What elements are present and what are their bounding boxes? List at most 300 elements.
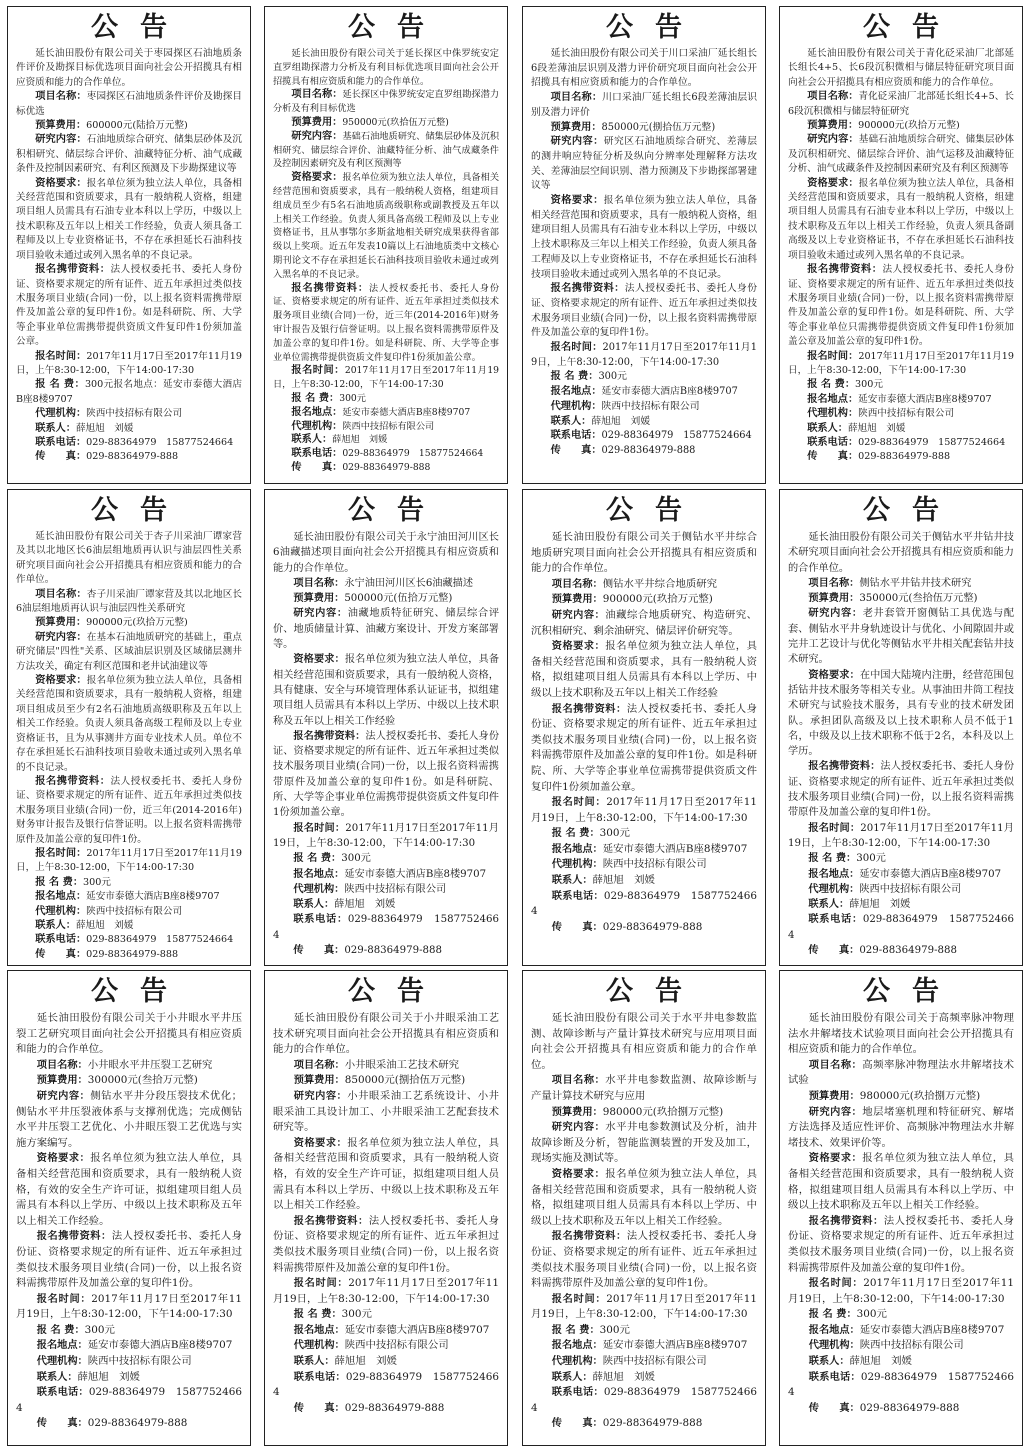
research-content (16, 631, 242, 674)
registration-fee (531, 370, 757, 385)
contact-person (16, 919, 242, 933)
project-name (788, 1058, 1014, 1089)
contact-person-label: 联系人 (550, 415, 582, 427)
contact-phone (531, 889, 757, 920)
registration-fee-value: 300元 (598, 371, 627, 383)
registration-address-value: 延安市泰德大酒店B座8楼9707 (87, 1339, 233, 1352)
qualification-value: 报名单位须为独立法人单位，具备相关经营范围和资质要求，具有一般纳税人资格，组建项目组人员需具有石油专业本科以上学历，中级以上技术职称及三年以上相关工作经验，负责人须具备工程师及以上专业资格证书，不存在承担延长石油科技项目验收未通过或列入黑名单的不良记录。 (531, 195, 758, 280)
notice-intro: 延长油田股份有限公司关于侧钻水平井综合地质研究项目面向社会公开招揽具有相应资质和能力的合作单位。 (531, 531, 757, 575)
budget-sep: ： (334, 593, 345, 605)
registration-fee-label: 报 名 费 (550, 371, 589, 383)
research-content-sep: ： (851, 1106, 863, 1118)
notice-intro: 延长油田股份有限公司关于川口采油厂延长组长6段差薄油层识别及潜力评价研究项目面向社会公开招揽具有相应资质和能力的合作单位。 (531, 48, 757, 89)
research-content (16, 1089, 242, 1151)
contact-person-sep: ： (838, 899, 850, 911)
required-docs-label: 报名携带资料 (808, 1215, 873, 1227)
registration-time-value: 2017年11月17日至2017年11月19日，上午8:30-12:00，下午14:00-17:30 (273, 365, 500, 391)
contact-phone-value: 029-88364979 15877524664 (86, 436, 234, 448)
required-docs (273, 1214, 499, 1276)
fax-label: 传 真 (35, 948, 76, 960)
registration-fee-value: 300元 (339, 392, 366, 404)
required-docs-sep: ： (870, 761, 881, 773)
project-name-sep: ： (594, 1075, 606, 1087)
registration-time-sep: ： (334, 365, 345, 377)
registration-fee-sep: ： (74, 379, 85, 391)
qualification (788, 177, 1014, 263)
budget-sep: ： (75, 120, 87, 132)
registration-fee-sep: ： (329, 392, 340, 404)
budget-value: 900000元(玖拾万元整) (858, 120, 960, 132)
fax-sep: ： (77, 1418, 88, 1430)
fax-value: 029-88364979-888 (602, 1417, 703, 1430)
budget (16, 119, 242, 133)
required-docs-sep: ： (871, 264, 883, 276)
required-docs-sep: ： (357, 282, 369, 294)
registration-time (788, 1276, 1014, 1307)
budget (273, 591, 499, 606)
required-docs (16, 263, 242, 349)
contact-person (531, 415, 757, 430)
registration-time-sep: ： (595, 797, 607, 809)
qualification (273, 1136, 499, 1214)
notice-box (522, 489, 766, 966)
project-name-label: 项目名称 (550, 92, 592, 104)
registration-fee-value: 300元 (341, 1308, 372, 1321)
project-name-value: 小井眼水平井压裂工艺研究 (87, 1058, 213, 1071)
contact-person-value: 薛旭旭 刘媛 (75, 422, 134, 434)
research-content-label: 研究内容 (551, 1122, 595, 1134)
contact-person-sep: ： (321, 434, 333, 446)
budget-sep: ： (849, 1090, 860, 1102)
research-content-label: 研究内容 (808, 608, 852, 620)
research-content-value: 石油地质综合研究、储集层砂体及沉积相研究、储层综合评价、油藏特征分析、油气成藏条件及控制因素研究、有利区预测及下步勘探建议等 (16, 134, 243, 175)
budget-sep: ： (592, 594, 603, 606)
fax-value: 029-88364979-888 (602, 920, 703, 933)
registration-address-label: 报名地点 (551, 1340, 593, 1352)
fax-sep: ： (849, 1402, 860, 1414)
registration-fee (788, 1307, 1014, 1323)
agency-value: 陕西中技招标有限公司 (344, 1339, 449, 1352)
required-docs-value: 法人授权委托书、委托人身份证、资格要求规定的所有证件、近五年承担过类似技术服务项目业绩(合同)一份，近三年(2014-2016年)财务审计报告及银行信誉证明。以上报名资料需携带原件及加盖公章的复印件1份。 (16, 775, 243, 845)
contact-phone (273, 912, 499, 943)
registration-time-value: 2017年11月17日至2017年11月19日，上午8:30-12:00，下午14:00-17:30 (16, 847, 243, 874)
registration-address-sep: ： (847, 393, 859, 405)
registration-address-label: 报名地点 (551, 843, 593, 855)
budget-label: 预算费用 (551, 594, 593, 606)
qualification-value: 报名单位须为独立法人单位，具备相关经营范围和资质要求，具有一般纳税人资格，组建项目组成员至少有2名石油地质高级职称及五年以上相关工作经验。负责人须具备高级工程师及以上专业资格证书，且为从事测井方面专业技术人员。单位不存在承担延长石油科技项目验收未通过或列入黑名单的不良记录。 (16, 675, 243, 773)
required-docs-value: 法人授权委托书、委托人身份证、资格要求规定的所有证件、近五年承担过类似技术服务项目业绩(合同)一份，近三年(2014-2016年)财务审计报告及银行信誉证明。以上报名资料需携带原件及加盖公章的复印件1份。如是科研院、所、大学等企事业单位需携带提供资质文件复印件1份须加盖公章。 (273, 282, 500, 363)
research-content-sep: ： (336, 1090, 348, 1102)
notice-title: 公告 (606, 976, 704, 1007)
required-docs-sep: ： (355, 730, 366, 742)
contact-phone-label: 联系电话 (291, 448, 333, 460)
notice-box (779, 6, 1023, 484)
contact-person (273, 1354, 499, 1370)
qualification (16, 1151, 242, 1229)
agency-sep: ： (332, 420, 343, 432)
registration-fee-sep: ： (589, 1324, 600, 1336)
budget-value: 980000元(玖拾捌万元整) (602, 1105, 724, 1118)
research-content (273, 606, 499, 652)
registration-address-value: 延安市泰德大酒店B座8楼9707 (602, 1339, 748, 1352)
budget-value: 350000元(叁拾伍万元整) (859, 593, 978, 605)
qualification-sep: ： (332, 172, 343, 184)
agency-label: 代理机构 (551, 859, 593, 871)
budget (16, 1073, 242, 1089)
fax-sep: ： (75, 451, 87, 463)
contact-person-sep: ： (323, 899, 335, 911)
qualification-label: 资格要求 (36, 1153, 80, 1165)
contact-person-label: 联系人 (35, 422, 66, 434)
notice-box (522, 6, 766, 484)
agency-value: 陕西中技招标有限公司 (86, 408, 183, 420)
contact-phone-label: 联系电话 (808, 914, 852, 926)
registration-fee-label: 报 名 费 (293, 853, 332, 865)
fax (788, 943, 1014, 958)
registration-time-sep: ： (76, 350, 87, 362)
contact-phone-value: 029-88364979 15877524664 (273, 914, 499, 941)
contact-phone-value: 029-88364979 15877524664 (86, 934, 234, 946)
fax-sep: ： (334, 1402, 345, 1414)
agency-label: 代理机构 (807, 408, 848, 420)
project-name-sep: ： (592, 578, 603, 590)
registration-fee (788, 378, 1014, 392)
qualification-sep: ： (848, 177, 859, 189)
fax-sep: ： (591, 444, 602, 456)
budget (788, 591, 1014, 606)
registration-fee (788, 851, 1014, 866)
project-name-value: 高频率脉冲物理法水井解堵技术试验 (788, 1058, 1015, 1087)
agency-value: 陕西中技招标有限公司 (344, 883, 447, 895)
registration-fee-sep: ： (72, 876, 84, 888)
registration-time-value: 2017年11月17日至2017年11月19日，上午8:30-12:00，下午14:00-17:30 (531, 342, 757, 368)
required-docs (788, 1214, 1014, 1276)
budget (788, 119, 1014, 133)
registration-address-value: 延安市泰德大酒店B座8楼9707 (86, 891, 220, 903)
agency (273, 882, 499, 897)
project-name (273, 88, 499, 116)
research-content-value: 油藏综合地质研究、构造研究、沉积相研究、剩余油研究、储层评价研究等。 (531, 608, 758, 637)
qualification-sep: ： (79, 1153, 91, 1165)
registration-fee-value: 300元 (599, 1323, 630, 1336)
research-content-sep: ： (332, 130, 343, 142)
registration-time (273, 1276, 499, 1307)
registration-time-label: 报名时间 (808, 822, 850, 834)
required-docs-value: 法人授权委托书、委托人身份证、资格要求规定的所有证件、近五年承担过类似技术服务项目业绩(合同)一份，以上报名资料需携带原件及加盖公章的复印件1份。 (531, 1230, 758, 1290)
contact-phone (531, 429, 757, 444)
fax-label: 传 真 (291, 461, 333, 473)
registration-time-value: 2017年11月17日至2017年11月19日，上午8:30-12:00，下午14:00-17:30 (531, 1292, 758, 1321)
fax-value: 029-88364979-888 (858, 451, 951, 463)
agency-sep: ： (75, 905, 87, 917)
notice-intro: 延长油田股份有限公司关于高频率脉冲物理法水井解堵技术试验项目面向社会公开招揽具有相应资质和能力的合作单位。 (788, 1012, 1014, 1056)
registration-address-label: 报名地点 (808, 868, 850, 880)
agency (788, 1338, 1014, 1354)
required-docs-label: 报名携带资料 (36, 1231, 101, 1243)
required-docs-value: 法人授权委托书、委托人身份证、资格要求规定的所有证件、近五年承担过类似技术服务项目业绩(合同)一份，以上报名资料需携带原件及加盖公章的复印件1份。如是科研院、所、大学等企事业单位只需携带提供资质文件复印件1份须加盖公章及加盖公章的复印件1份。 (788, 264, 1015, 348)
contact-person-value: 薛旭旭 刘媛 (77, 1370, 140, 1383)
budget-value: 500000元(伍拾万元整) (344, 593, 453, 605)
registration-address-sep: ： (592, 843, 603, 855)
research-content (273, 130, 499, 171)
agency-sep: ： (847, 408, 859, 420)
registration-time (788, 350, 1014, 379)
research-content-sep: ： (76, 631, 87, 643)
registration-time-value: 2017年11月17日至2017年11月19日，上午8:30-12:00，下午14:00-17:30 (273, 1277, 500, 1305)
agency-label: 代理机构 (293, 883, 335, 895)
qualification (273, 652, 499, 728)
qualification-sep: ： (593, 195, 604, 207)
contact-person-label: 联系人 (808, 899, 839, 911)
contact-phone-label: 联系电话 (550, 430, 592, 442)
contact-phone-label: 联系电话 (36, 1387, 79, 1399)
contact-phone-sep: ： (847, 436, 859, 448)
registration-fee-sep: ： (331, 1309, 342, 1321)
contact-person-sep: ： (324, 1356, 335, 1368)
qualification-label: 资格要求 (293, 654, 335, 666)
registration-address-sep: ： (334, 1324, 345, 1336)
research-content-sep: ： (594, 609, 606, 621)
fax-label: 传 真 (293, 1402, 335, 1414)
registration-address-value: 延安市泰德大酒店B座8楼9707 (342, 406, 471, 418)
registration-time-label: 报名时间 (551, 797, 596, 809)
notice-title: 公告 (91, 495, 189, 526)
agency (531, 400, 757, 415)
qualification-sep: ： (334, 654, 345, 666)
contact-person-value: 薛旭旭 刘媛 (332, 434, 388, 446)
required-docs-label: 报名携带资料 (808, 761, 871, 773)
budget-value: 600000元(陆拾万元整) (86, 120, 188, 132)
research-content-value: 在基本石油地质研究的基础上，重点研究储层"四性"关系、区域油层识别及区域储层测井方法攻关，确定有利区范围和老井试油建议等 (16, 631, 243, 672)
qualification (16, 674, 242, 775)
registration-address (273, 867, 499, 882)
required-docs-sep: ： (99, 264, 111, 276)
research-content-label: 研究内容 (807, 134, 849, 146)
agency-value: 陕西中技招标有限公司 (859, 1339, 964, 1352)
agency-label: 代理机构 (35, 905, 76, 917)
notice-title: 公告 (863, 976, 961, 1007)
registration-time (273, 364, 499, 392)
contact-person-label: 联系人 (551, 875, 583, 887)
contact-person (273, 433, 499, 447)
registration-time-value: 2017年11月17日至2017年11月19日，上午8:30-12:00，下午14:00-17:30 (788, 1277, 1015, 1305)
research-content-label: 研究内容 (293, 608, 337, 620)
contact-phone-label: 联系电话 (551, 890, 594, 902)
registration-time-value: 2017年11月17日至2017年11月19日，上午8:30-12:00，下午14:00-17:30 (788, 822, 1014, 849)
agency (531, 857, 757, 873)
research-content-value: 侧钻水平井分段压裂技术优化；侧钻水平井压裂液体系与支撑剂优选；完成侧钻水平井压裂工艺优化、小井眼压裂工艺优选与实施方案编写。 (16, 1089, 243, 1149)
project-name (16, 1058, 242, 1074)
registration-address (273, 406, 499, 420)
fax (16, 948, 242, 962)
contact-phone-label: 联系电话 (807, 436, 848, 448)
notice-intro: 延长油田股份有限公司关于延长探区中侏罗统安定直罗组勘探潜力分析及有利目标优选项目面向社会公开招揽具有相应资质和能力的合作单位。 (273, 48, 499, 87)
notice-title: 公告 (348, 976, 446, 1007)
contact-person-label: 联系人 (36, 1371, 68, 1383)
contact-phone (273, 447, 499, 461)
registration-time-sep: ： (80, 1293, 92, 1305)
registration-time-value: 2017年11月17日至2017年11月19日，上午8:30-12:00，下午14:00-17:30 (16, 1292, 243, 1321)
project-name-label: 项目名称 (551, 578, 593, 590)
contact-phone (531, 1385, 757, 1416)
budget-label: 预算费用 (551, 1106, 593, 1118)
contact-person (16, 422, 242, 436)
registration-address (531, 385, 757, 400)
registration-fee-value: 300元 (856, 1308, 887, 1321)
contact-phone-label: 联系电话 (35, 934, 76, 946)
contact-person-value: 薛旭旭 刘媛 (591, 415, 651, 427)
registration-address-sep: ： (592, 1340, 603, 1352)
agency (273, 1338, 499, 1354)
agency-value: 陕西中技招标有限公司 (858, 408, 955, 420)
contact-person-value: 薛旭旭 刘媛 (849, 1355, 912, 1368)
required-docs-value: 法人授权委托书、委托人身份证、资格要求规定的所有证件、近五年承担过类似技术服务项目业绩(合同)一份，以上报名资料需携带原件及加盖公章的复印件1份。 (788, 761, 1015, 819)
project-name-value: 杏子川采油厂谭家营及其以北地区长6油层组地质再认识与油层四性关系研究 (16, 588, 243, 615)
registration-address (788, 1323, 1014, 1339)
registration-address-value: 延安市泰德大酒店B座8楼9707 (858, 393, 992, 405)
contact-phone-label: 联系电话 (293, 1371, 336, 1383)
research-content-label: 研究内容 (293, 1090, 337, 1102)
contact-person (16, 1370, 242, 1386)
contact-phone-sep: ： (335, 1371, 346, 1383)
contact-phone-value: 029-88364979 15877524664 (531, 889, 757, 918)
fax-label: 传 真 (551, 921, 593, 933)
project-name (16, 588, 242, 617)
research-content-label: 研究内容 (551, 609, 595, 621)
registration-fee-sep: ： (846, 1309, 857, 1321)
agency-label: 代理机构 (293, 1340, 335, 1352)
registration-time-sep: ： (337, 1278, 349, 1290)
notice-title: 公告 (91, 12, 189, 43)
required-docs-label: 报名携带资料 (35, 264, 100, 276)
registration-fee (273, 1307, 499, 1323)
qualification-value: 报名单位须为独立法人单位，具备相关经营范围和资质要求，具有一般纳税人资格，有效的安全生产许可证，拟组建项目组人员需具有本科以上学历、中级以上技术职称及五年以上相关工作经验。 (273, 1136, 500, 1212)
budget-sep: ： (849, 593, 860, 605)
agency-sep: ： (75, 408, 87, 420)
fax-label: 传 真 (807, 451, 848, 463)
budget (273, 1073, 499, 1089)
registration-address (273, 1323, 499, 1339)
research-content-value: 老井套管开窗侧钻工具优选与配套、侧钻水平井身轨迹设计与优化、小间隙固井或完井工艺设计与优化等侧钻水平井相关配套钻井技术研究。 (788, 608, 1015, 666)
registration-fee-sep: ： (331, 853, 342, 865)
agency-value: 陕西中技招标有限公司 (601, 400, 700, 412)
registration-fee-sep: ： (589, 828, 600, 840)
contact-phone-sep: ： (593, 1387, 604, 1399)
budget-sep: ： (334, 1075, 345, 1087)
registration-address (531, 842, 757, 858)
fax-value: 029-88364979-888 (859, 1401, 960, 1414)
contact-person-label: 联系人 (35, 919, 66, 931)
budget-value: 900000元(玖拾万元整) (602, 593, 713, 606)
fax-label: 传 真 (35, 451, 76, 463)
research-content-value: 基础石油地质研究、储集层砂体及沉积相研究、储层综合评价、油藏特征分析、油气成藏条件及控制因素研究及有利区预测等 (273, 130, 500, 170)
agency-sep: ： (77, 1356, 88, 1368)
required-docs (531, 282, 757, 341)
registration-address-sep: ： (591, 386, 602, 398)
registration-time-label: 报名时间 (293, 822, 335, 834)
notice-box (522, 970, 766, 1446)
registration-fee-label: 报 名 费 (293, 1309, 332, 1321)
qualification (531, 639, 757, 701)
notice-title: 公告 (348, 12, 446, 43)
notice-title: 公告 (91, 976, 189, 1007)
contact-person (788, 422, 1014, 436)
registration-address-value: 延安市泰德大酒店B座8楼9707 (344, 1323, 490, 1336)
fax-label: 传 真 (551, 1418, 593, 1430)
agency (531, 1354, 757, 1370)
agency-sep: ： (849, 883, 860, 895)
required-docs-sep: ： (99, 775, 111, 787)
project-name-sep: ： (77, 1059, 88, 1071)
contact-person-value: 薛旭旭 刘媛 (592, 874, 655, 887)
research-content-sep: ： (336, 608, 348, 620)
registration-time-label: 报名时间 (551, 1293, 596, 1305)
registration-time (788, 821, 1014, 852)
research-content (273, 1089, 499, 1136)
agency-label: 代理机构 (550, 400, 592, 412)
fax-value: 029-88364979-888 (344, 945, 442, 957)
registration-address-value: 延安市泰德大酒店B座8楼9707 (859, 868, 1002, 880)
budget-label: 预算费用 (293, 1075, 335, 1087)
project-name-sep: ： (76, 588, 87, 600)
qualification (788, 1151, 1014, 1213)
research-content-label: 研究内容 (35, 134, 77, 146)
fax (531, 920, 757, 936)
budget-label: 预算费用 (808, 593, 850, 605)
contact-person-label: 联系人 (551, 1371, 583, 1383)
required-docs-sep: ： (616, 1231, 627, 1243)
fax-value: 029-88364979-888 (86, 948, 179, 960)
budget-label: 预算费用 (808, 1090, 850, 1102)
contact-phone-label: 联系电话 (551, 1387, 594, 1399)
registration-time-label: 报名时间 (36, 1293, 81, 1305)
required-docs (273, 729, 499, 821)
required-docs-sep: ： (614, 283, 625, 295)
budget (531, 592, 757, 608)
registration-time (273, 821, 499, 852)
registration-time-sep: ： (595, 1293, 607, 1305)
fax-sep: ： (75, 948, 87, 960)
research-content-value: 小井眼采油工艺系统设计、小井眼采油工具设计加工、小井眼采油工艺配套技术研究等。 (273, 1089, 500, 1134)
required-docs-value: 法人授权委托书、委托人身份证、资格要求规定的所有证件、近五年承担过类似技术服务项目业绩(合同)一份，以上报名资料需携带原件及加盖公章的复印件1份。 (273, 1214, 500, 1274)
budget (16, 616, 242, 630)
notice-box (779, 970, 1023, 1446)
agency (16, 1354, 242, 1370)
registration-fee-sep: ： (844, 379, 856, 391)
research-content-sep: ： (851, 608, 863, 620)
notice-intro: 延长油田股份有限公司关于杏子川采油厂谭家营及其以北地区长6油层组地质再认识与油层四性关系研究项目面向社会公开招揽具有相应资质和能力的合作单位。 (16, 531, 242, 586)
registration-address (788, 867, 1014, 882)
registration-fee-value: 300元 (855, 379, 883, 391)
qualification (531, 1167, 757, 1229)
qualification-sep: ： (76, 675, 87, 687)
registration-address-sep: ： (849, 1324, 860, 1336)
registration-time-label: 报名时间 (293, 1278, 338, 1290)
contact-person-label: 联系人 (808, 1356, 840, 1368)
agency-label: 代理机构 (291, 420, 333, 432)
project-name (531, 577, 757, 593)
research-content (16, 133, 242, 176)
fax (788, 1401, 1014, 1417)
registration-fee-label: 报 名 费 (808, 1309, 847, 1321)
budget-sep: ： (332, 116, 343, 128)
agency-sep: ： (334, 883, 345, 895)
notice-intro: 延长油田股份有限公司关于永宁油田河川区长6油藏描述项目面向社会公开招揽具有相应资质和能力的合作单位。 (273, 532, 499, 574)
agency-label: 代理机构 (36, 1356, 78, 1368)
contact-person-label: 联系人 (807, 422, 838, 434)
fax-value: 029-88364979-888 (344, 1401, 445, 1414)
project-name-value: 小井眼采油工艺技术研究 (344, 1058, 460, 1071)
